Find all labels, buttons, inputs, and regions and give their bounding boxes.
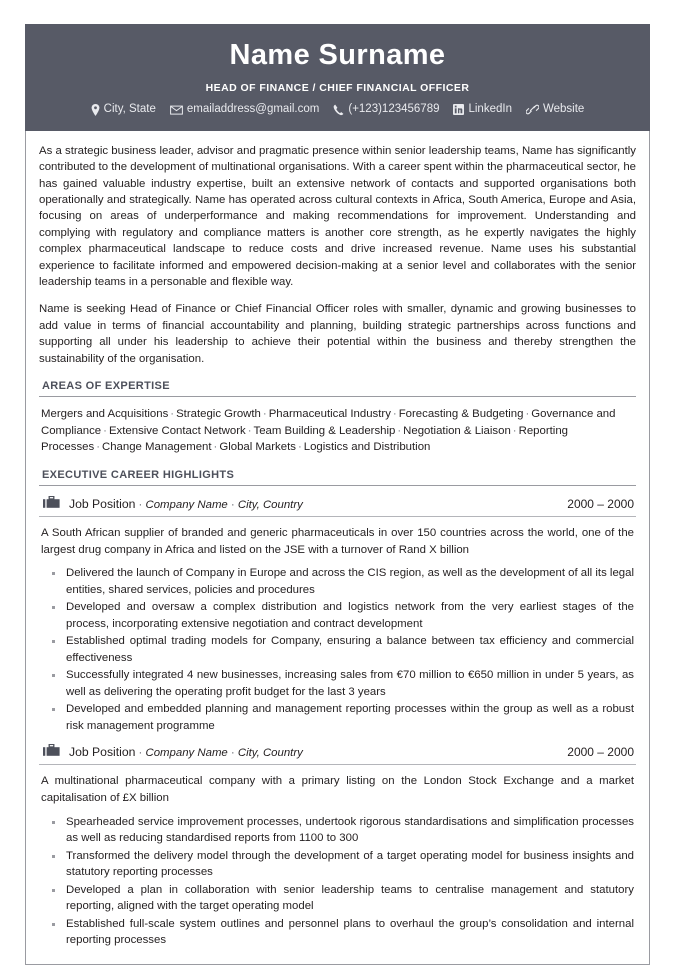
job-position: Job Position	[69, 744, 136, 759]
expertise-separator: ·	[262, 408, 267, 421]
section-areas-of-expertise	[39, 380, 636, 456]
contact-phone-text: (+123)123456789	[348, 102, 440, 115]
resume-body	[25, 131, 650, 965]
expertise-item: Forecasting & Budgeting	[398, 408, 524, 421]
envelope-icon	[170, 105, 183, 115]
contact-website[interactable]	[526, 103, 584, 117]
briefcase-icon	[43, 744, 60, 759]
expertise-item: Mergers and Acquisitions	[41, 408, 169, 421]
job-location: City, Country	[237, 746, 303, 759]
expertise-item: Extensive Contact Network	[108, 424, 246, 437]
contact-location[interactable]	[91, 103, 156, 117]
job-summary: A South African supplier of branded and generic pharmaceuticals in over 150 countries across the world, one of the largest drug company in Africa and listed on the JSE with a turnover of Rand X billion	[41, 527, 634, 556]
section-heading-career-highlights: EXECUTIVE CAREER HIGHLIGHTS	[39, 469, 636, 486]
expertise-separator: ·	[213, 441, 218, 454]
contact-linkedin-text: LinkedIn	[468, 102, 512, 115]
contact-location-text: City, State	[103, 102, 156, 115]
job-header	[39, 744, 636, 765]
expertise-item: Negotiation & Liaison	[403, 424, 511, 437]
job-position: Job Position	[69, 496, 136, 511]
expertise-separator: ·	[297, 441, 302, 454]
contact-phone[interactable]	[333, 103, 439, 117]
contact-email-text: emailaddress@gmail.com	[186, 102, 320, 115]
candidate-name: Name Surname	[229, 39, 446, 71]
expertise-separator: ·	[512, 424, 517, 437]
job-bullet: Delivered the launch of Company in Europe and across the CIS region, as well as the development of all its legal entities, shared services, policies and procedures	[49, 565, 634, 598]
contact-linkedin[interactable]	[453, 103, 511, 117]
job-company: Company Name	[145, 498, 228, 511]
job-entry	[39, 744, 636, 948]
job-bullet-list	[39, 814, 636, 949]
job-bullet: Developed a plan in collaboration with senior leadership teams to centralise management and statutory reporting, aligned with the target operating model	[49, 882, 634, 915]
expertise-item: Pharmaceutical Industry	[268, 408, 391, 421]
job-location: City, Country	[237, 498, 303, 511]
job-bullet: Developed and oversaw a complex distribution and logistics network from the very earliest stages of the process, incorporating extensive negotiation and contract development	[49, 599, 634, 632]
profile-paragraph-1: As a strategic business leader, advisor and pragmatic presence within senior leadership teams, Name has significantly contributed to the development of multinational organisations. With a career spent within the pharmaceutical sector, he has gained valuable industry expertise, built an extensive network of contacts and supported organisations both operationally and strategically. Name has operated across cultural contexts in Africa, South America, Europe and Asia, focusing on areas of underperformance and making recommendations for improvement. Understanding and complying with regulatory and compliance matters is another core strength, as he expertly navigates the highly complex pharmaceutical landscape to reduce costs and drive increased revenue. Name uses his substantial experience to facilitate informed and empowered decision-making at a senior level and collaborates with the senior leadership teams in a personable and flexible way.	[39, 144, 636, 289]
expertise-item: Governance and Compliance	[41, 408, 616, 437]
section-heading-areas-of-expertise: AREAS OF EXPERTISE	[39, 380, 636, 397]
expertise-item: Team Building & Leadership	[253, 424, 396, 437]
phone-icon	[333, 104, 344, 116]
job-entry	[39, 496, 636, 734]
job-bullet: Transformed the delivery model through the development of a target operating model for business insights and statutory reporting processes	[49, 848, 634, 881]
expertise-separator: ·	[247, 424, 252, 437]
profile-paragraph-2: Name is seeking Head of Finance or Chief Financial Officer roles with smaller, dynamic and growing businesses to add value in terms of financial accountability and planning, building strategic partnerships across functions and supporting all under his leadership to achieve their potential within the business and thereby strengthen the sustainability of the organisation.	[39, 303, 636, 365]
section-career-highlights	[39, 469, 636, 949]
job-list	[39, 496, 636, 949]
job-bullet: Successfully integrated 4 new businesses, increasing sales from €70 million to €650 million in under 5 years, as well as delivering the operating profit budget for the last 3 years	[49, 667, 634, 700]
expertise-separator: ·	[397, 424, 402, 437]
expertise-list	[39, 406, 636, 456]
expertise-item: Change Management	[101, 441, 212, 454]
resume-header	[25, 24, 650, 131]
job-bullet: Established full-scale system outlines and personnel plans to overhaul the group’s consolidation and internal reporting processes	[49, 916, 634, 949]
contact-website-text: Website	[542, 102, 585, 115]
contact-email[interactable]	[170, 103, 319, 117]
job-dates: 2000 – 2000	[567, 496, 634, 511]
location-pin-icon	[91, 104, 100, 116]
expertise-separator: ·	[103, 424, 107, 437]
job-dates: 2000 – 2000	[567, 744, 634, 759]
contact-row	[43, 103, 632, 117]
expertise-separator: ·	[96, 441, 100, 454]
expertise-item: Strategic Growth	[176, 408, 261, 421]
expertise-separator: ·	[170, 408, 175, 421]
job-bullet: Established optimal trading models for Company, ensuring a balance between tax efficiency and commercial effectiveness	[49, 633, 634, 666]
job-separator: ·	[230, 744, 235, 759]
job-title-line	[69, 745, 303, 759]
job-bullet: Spearheaded service improvement processes, undertook rigorous standardisations and simplification processes as well as reducing standardised reports from 1100 to 300	[49, 814, 634, 847]
expertise-separator: ·	[392, 408, 397, 421]
job-company: Company Name	[145, 746, 228, 759]
job-separator: ·	[138, 744, 143, 759]
expertise-item: Reporting Processes	[41, 424, 568, 454]
job-title-line	[69, 497, 303, 511]
expertise-item: Logistics and Distribution	[303, 441, 431, 454]
resume-document	[25, 24, 650, 965]
job-summary: A multinational pharmaceutical company with a primary listing on the London Stock Exchange and a market capitalisation of £X billion	[41, 775, 634, 804]
expertise-item: Global Markets	[219, 441, 296, 454]
link-icon	[526, 104, 539, 115]
job-bullet-list	[39, 565, 636, 734]
briefcase-icon	[43, 496, 60, 511]
job-separator: ·	[138, 496, 143, 511]
job-header	[39, 496, 636, 517]
job-bullet: Developed and embedded planning and management reporting processes within the group as well as a robust risk management programme	[49, 701, 634, 734]
linkedin-icon	[453, 104, 464, 115]
job-separator: ·	[230, 496, 235, 511]
expertise-separator: ·	[525, 408, 530, 421]
candidate-title: HEAD OF FINANCE / CHIEF FINANCIAL OFFICER	[205, 81, 470, 94]
